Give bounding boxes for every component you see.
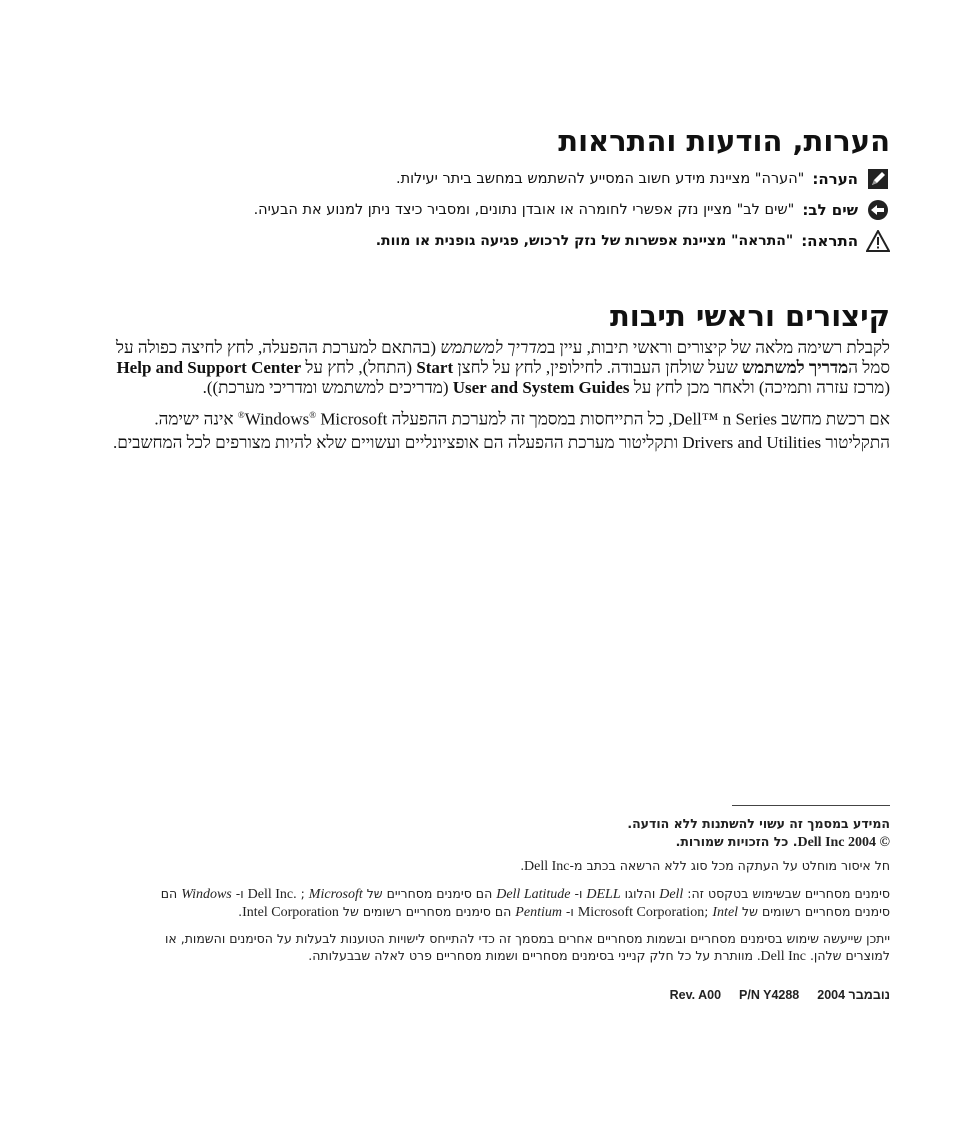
trademarks-line-1	[100, 885, 890, 904]
tm-dell-inc: Dell Inc.	[247, 887, 297, 902]
notice-label: שים לב:	[802, 201, 858, 219]
warning-label: התראה:	[801, 232, 858, 250]
rights-reserved: . כל הזכויות שמורות.	[675, 834, 798, 849]
drivers-paragraph	[104, 433, 890, 453]
dell-inc-label: Dell Inc.	[520, 859, 570, 874]
other-trademarks-line-2	[100, 947, 890, 966]
para-text: , כל התייחסות במסמך זה למערכת ההפעלה	[387, 409, 673, 429]
tm-dell: Dell	[659, 887, 684, 902]
drivers-utilities-label: Drivers and Utilities	[682, 433, 822, 452]
tm-dell-latitude: Dell Latitude	[496, 887, 571, 902]
footer-rule	[732, 805, 890, 806]
warning-triangle-icon	[866, 229, 890, 253]
note-label: הערה:	[812, 170, 858, 188]
para-text: שעל שולחן העבודה. לחילופין, לחץ על לחצן	[453, 358, 743, 377]
part-number: P/N Y4288	[739, 988, 800, 1002]
dell-inc-label: Dell Inc.	[757, 949, 806, 964]
reproduction-notice	[100, 857, 890, 876]
tm-microsoft: Microsoft	[308, 887, 363, 902]
fine-text: סימנים מסחריים רשומים של	[738, 904, 890, 919]
start-label: Start	[416, 358, 454, 377]
para-text: לקבלת רשימה מלאה של קיצורים וראשי תיבות, עיין ב	[547, 338, 890, 357]
para-text: (בהתאם למערכת ההפעלה, לחץ לחיצה כפולה על סמל ה	[116, 338, 890, 377]
para-text: אינה ישימה.	[154, 409, 238, 429]
fine-text: חל איסור מוחלט על העתקה מכל סוג ללא הרשאה בכתב מ-	[569, 858, 890, 873]
para-text: (התחל), לחץ על	[301, 358, 417, 377]
trademarks-line-2	[100, 903, 890, 922]
para-text: (מרכז עזרה ותמיכה) ולאחר מכן לחץ על	[629, 378, 890, 397]
para-text: (מדריכים למשתמש ומדריכי מערכת)).	[202, 378, 453, 397]
user-guide-italic: מדריך למשתמש	[440, 338, 548, 357]
revision-number: Rev. A00	[669, 988, 722, 1002]
fine-text: ;	[704, 904, 713, 919]
tm-microsoft-corp: Microsoft Corporation	[577, 905, 705, 920]
user-guide-bold: מדריך למשתמש	[742, 358, 849, 377]
para-text: ותקליטור מערכת ההפעלה הם אופציונליים ועשויים שלא להיות מצורפים לכל המחשבים.	[112, 433, 683, 452]
registered-mark: ®	[309, 410, 317, 420]
fine-text: .	[238, 904, 243, 919]
fine-text: הם סימנים מסחריים של	[362, 886, 497, 901]
note-text: "הערה" מציינת מידע חשוב המסייע להשתמש במחשב ביתר יעילות.	[395, 171, 805, 187]
windows-label: Windows	[244, 409, 310, 429]
fine-text: הם	[160, 886, 182, 901]
help-support-label: Help and Support Center	[116, 358, 302, 377]
section-title-notes: הערות, הודעות והתראות	[558, 124, 890, 158]
section-title-abbreviations: קיצורים וראשי תיבות	[609, 299, 890, 333]
pencil-note-icon	[866, 167, 890, 191]
change-notice: המידע במסמך זה עשוי להשתנות ללא הודעה.	[627, 816, 890, 831]
fine-text: מוותרת על כל חלק קנייני בסימנים מסחריים ושמות מסחריים פרט לאלה שבבעלותה.	[308, 948, 757, 963]
copyright-text: © 2004 Dell Inc	[797, 835, 890, 850]
other-trademarks-line-1: ייתכן שייעשה שימוש בסימנים מסחריים ובשמות מסחריים אחרים במסמך זה כדי להתייחס לישויות הטוענות לבעלות על הסימנים והשמות, או	[164, 931, 890, 946]
notice-line	[60, 197, 890, 223]
fine-text: והלוגו	[620, 886, 660, 901]
notice-text: "שים לב" מציין נזק אפשרי לחומרה או אובדן נתונים, ומסביר כיצד ניתן למנוע את הבעיה.	[253, 202, 795, 218]
fine-text: ו-	[231, 886, 248, 901]
warning-line	[60, 228, 890, 254]
n-series-paragraph	[104, 405, 890, 430]
microsoft-label: Microsoft	[320, 409, 388, 429]
fine-text: ו-	[570, 886, 587, 901]
tm-intel: Intel	[712, 905, 739, 920]
notice-hand-icon	[866, 198, 890, 222]
fine-text: סימנים מסחריים שבשימוש בטקסט זה:	[683, 886, 890, 901]
fine-text: הם סימנים מסחריים רשומים של	[338, 904, 516, 919]
fine-text: ו-	[561, 904, 578, 919]
n-series-label: Dell™ n Series	[672, 409, 777, 429]
registered-mark: ®	[237, 410, 245, 420]
warning-text: "התראה" מציינת אפשרות של נזק לרכוש, פגיעה גופנית או מוות.	[375, 233, 794, 249]
tm-dell-logo: DELL	[586, 887, 621, 902]
para-text: התקליטור	[821, 433, 890, 452]
revision-line	[670, 988, 890, 1002]
note-line	[60, 166, 890, 192]
abbreviations-paragraph	[104, 338, 890, 398]
tm-pentium: Pentium	[515, 905, 562, 920]
tm-windows: Windows	[181, 887, 232, 902]
para-text: אם רכשת מחשב	[777, 409, 890, 429]
publication-date: נובמבר 2004	[817, 988, 890, 1002]
fine-text: למוצרים שלהן.	[805, 948, 890, 963]
copyright-line	[100, 833, 890, 852]
fine-text: ;	[296, 886, 309, 901]
tm-intel-corp: Intel Corporation	[242, 905, 339, 920]
user-system-guides-label: User and System Guides	[452, 378, 630, 397]
